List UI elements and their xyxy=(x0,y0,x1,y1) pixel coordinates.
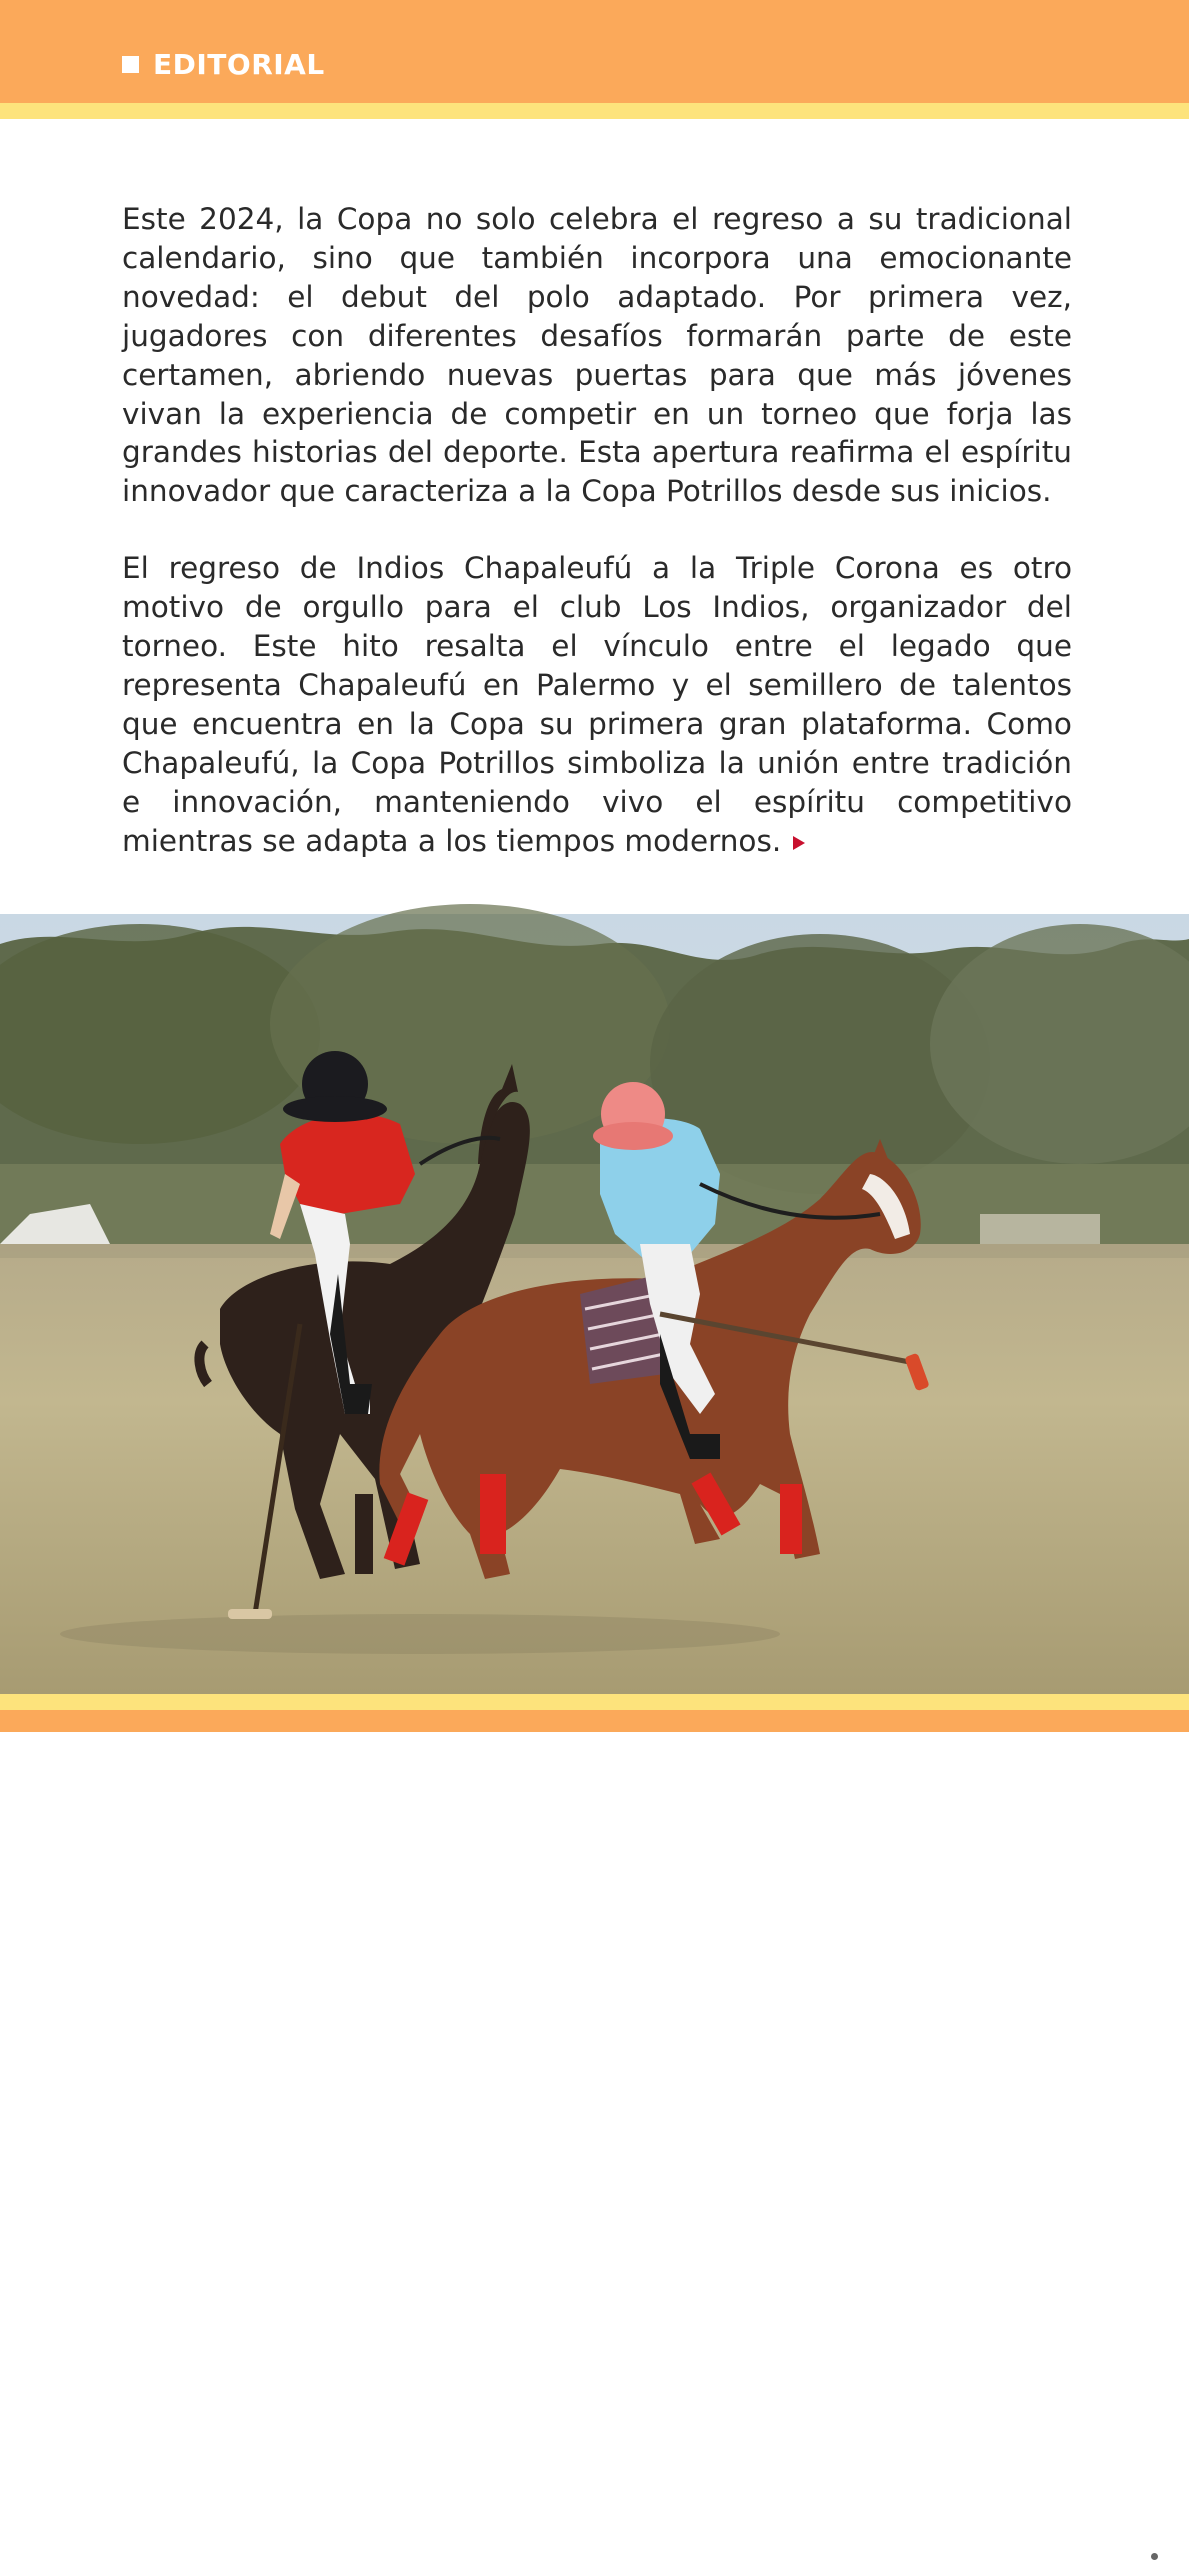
section-title: EDITORIAL xyxy=(153,48,325,81)
end-of-article-icon xyxy=(793,836,805,850)
section-label xyxy=(122,48,325,81)
polo-photo xyxy=(0,914,1189,2533)
paragraph-text: Este 2024, la Copa no solo celebra el regreso a su tradicional calendario, sino que también incorpora una emocionante novedad: el debut del polo adaptado. Por primera vez, jugadores con diferentes desafíos formarán parte de este certamen, abriendo nuevas puertas para que más jóvenes vivan la experiencia de competir en un torneo que forja las grandes historias del deporte. Esta apertura reafirma el espíritu innovador que caracteriza a la Copa Potrillos desde sus inicios. xyxy=(122,202,1072,509)
paragraph xyxy=(122,549,1072,860)
camera-icon xyxy=(1143,2545,1167,2569)
footer-stripe xyxy=(0,1694,1189,1710)
photo-credit-name: Guadalupe Aizaga xyxy=(1135,2232,1174,2533)
footer-bar xyxy=(0,1710,1189,1732)
article-body xyxy=(122,200,1072,861)
paragraph xyxy=(122,200,1072,511)
photo-credit xyxy=(1135,2233,1174,2569)
paragraph-text: El regreso de Indios Chapaleufú a la Triple Corona es otro motivo de orgullo para el club Los Indios, organizador del torneo. Este hito resalta el vínculo entre el legado que representa Chapaleufú en Palermo y el semillero de talentos que encuentra en la Copa su primera gran plataforma. Como Chapaleufú, la Copa Potrillos simboliza la unión entre tradición e innovación, manteniendo vivo el espíritu competitivo mientras se adapta a los tiempos modernos. xyxy=(122,551,1072,858)
header-bar xyxy=(0,0,1189,103)
square-bullet-icon xyxy=(122,56,139,73)
header-stripe xyxy=(0,103,1189,119)
